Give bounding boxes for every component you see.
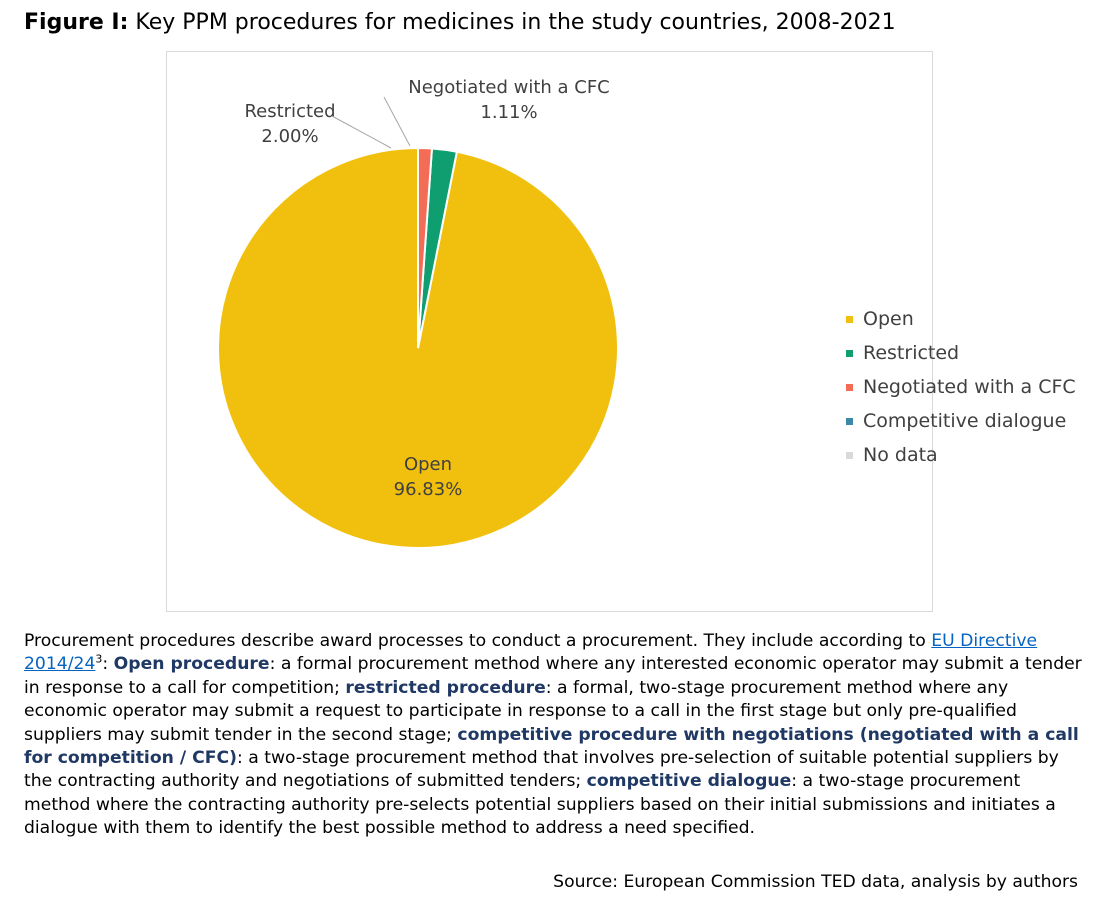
pie-chart — [167, 52, 934, 613]
description-intro: Procurement procedures describe award processes to conduct a procurement. They include according to — [24, 631, 932, 651]
keyword-competitive-procedure-negotiations: competitive procedure with negotiations (negotiated with a call for competition / CFC) — [24, 724, 1079, 769]
leader-line-restricted — [332, 116, 391, 148]
competitive-dialogue-definition: : a two-stage procurement method where the contracting authority pre-selects potential suppliers based on their initial submissions and initiates a dialogue with them to identify the best possible method to address a need specified. — [24, 771, 1056, 839]
data-label-negotiated-name: Negotiated with a CFC — [408, 77, 610, 98]
description-paragraph — [24, 630, 1084, 841]
keyword-competitive-dialogue: competitive dialogue — [586, 771, 792, 792]
legend-label-no-data: No data — [863, 444, 938, 466]
legend-item-competitive-dialogue — [846, 404, 1076, 438]
legend-swatch-no-data — [846, 452, 853, 459]
description-colon: : — [102, 654, 114, 675]
legend-label-open: Open — [863, 308, 914, 330]
chart-legend — [846, 302, 1076, 472]
legend-label-negotiated-with-a-cfc: Negotiated with a CFC — [863, 376, 1076, 398]
data-label-negotiated-value: 1.11% — [480, 102, 538, 123]
legend-swatch-restricted — [846, 350, 853, 357]
data-label-open-name: Open — [403, 454, 453, 475]
negotiated-procedure-definition: : a two-stage procurement method that involves pre-selection of suitable potential suppliers by the contracting authority and negotiations of submitted tenders; — [24, 748, 1059, 792]
data-label-restricted-value: 2.00% — [261, 126, 319, 147]
restricted-procedure-definition: : a formal, two-stage procurement method where any economic operator may submit a request to participate in response to a call in the first stage but only pre-qualified suppliers may submit tender in the second stage; — [24, 677, 1017, 745]
legend-label-competitive-dialogue: Competitive dialogue — [863, 410, 1067, 432]
legend-item-no-data — [846, 438, 1076, 472]
leader-line-negotiated — [384, 97, 410, 146]
legend-swatch-competitive-dialogue — [846, 418, 853, 425]
legend-swatch-negotiated-with-a-cfc — [846, 384, 853, 391]
eu-directive-link[interactable]: EU Directive 2014/24 — [24, 631, 1038, 675]
legend-item-restricted — [846, 336, 1076, 370]
legend-swatch-open — [846, 316, 853, 323]
chart-area — [166, 51, 1076, 612]
data-label-open-value: 96.83% — [393, 479, 463, 500]
open-procedure-definition: : a formal procurement method where any interested economic operator may submit a tender in response to a call for competition; — [24, 654, 1082, 698]
keyword-open-procedure: Open procedure — [113, 654, 270, 675]
source-note: Source: European Commission TED data, analysis by authors — [553, 872, 1078, 892]
legend-label-restricted: Restricted — [863, 342, 960, 364]
figure-title — [24, 8, 896, 38]
figure-title-text: Key PPM procedures for medicines in the study countries, 2008-2021 — [135, 10, 896, 35]
footnote-marker: 3 — [95, 652, 103, 666]
data-label-restricted-name: Restricted — [244, 101, 336, 122]
figure-label: Figure I: — [24, 10, 129, 35]
legend-item-open — [846, 302, 1076, 336]
keyword-restricted-procedure: restricted procedure — [345, 677, 546, 698]
legend-item-negotiated-with-a-cfc — [846, 370, 1076, 404]
